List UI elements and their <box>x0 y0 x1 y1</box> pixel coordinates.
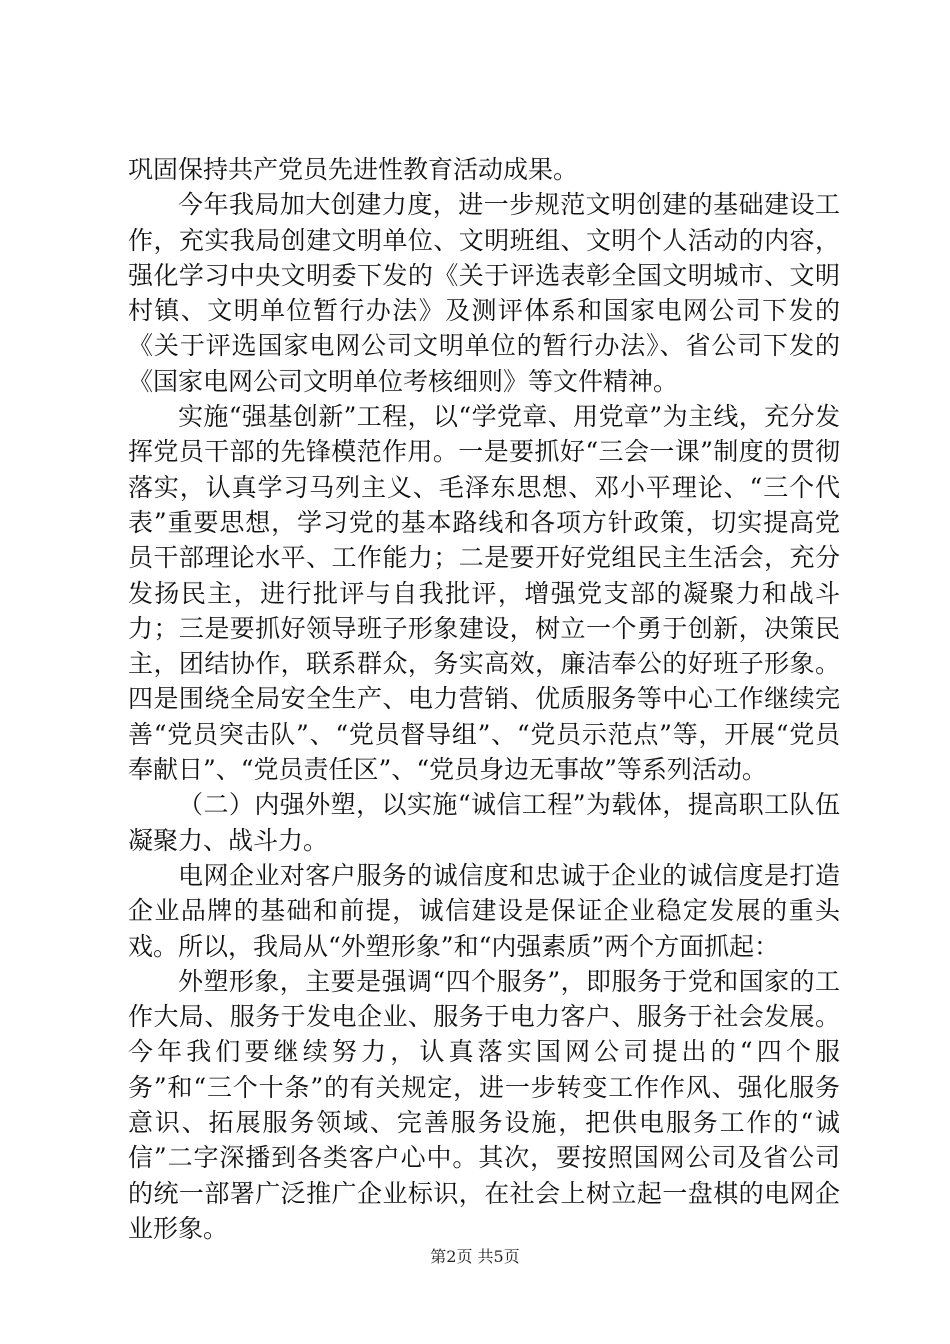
paragraph-integrity-intro: 电网企业对客户服务的诚信度和忠诚于企业的诚信度是打造企业品牌的基础和前提，诚信建设是保证企业稳定发展的重头戏。所以，我局从“外塑形象”和“内强素质”两个方面抓起： <box>128 860 840 961</box>
page-number-footer: 第2页 共5页 <box>430 1247 520 1266</box>
document-body <box>128 152 840 1246</box>
paragraph-party-building: 实施“强基创新”工程，以“学党章、用党章”为主线，充分发挥党员干部的先锋模范作用。一是要抓好“三会一课”制度的贯彻落实，认真学习马列主义、毛泽东思想、邓小平理论、“三个代表”重要思想，学习党的基本路线和各项方针政策，切实提高党员干部理论水平、工作能力；二是要开好党组民主生活会，充分发扬民主，进行批评与自我批评，增强党支部的凝聚力和战斗力；三是要抓好领导班子形象建设，树立一个勇于创新，决策民主，团结协作，联系群众，务实高效，廉洁奉公的好班子形象。四是围绕全局安全生产、电力营销、优质服务等中心工作继续完善“党员突击队”、“党员督导组”、“党员示范点”等，开展“党员奉献日”、“党员责任区”、“党员身边无事故”等系列活动。 <box>128 402 840 785</box>
paragraph-external-image: 外塑形象，主要是强调“四个服务”，即服务于党和国家的工作大局、服务于发电企业、服务于电力客户、服务于社会发展。今年我们要继续努力，认真落实国网公司提出的“四个服务”和“三个十条”的有关规定，进一步转变工作作风、强化服务意识、拓展服务领域、完善服务设施，把供电服务工作的“诚信”二字深播到各类客户心中。其次，要按照国网公司及省公司的统一部署广泛推广企业标识，在社会上树立起一盘棋的电网企业形象。 <box>128 966 840 1243</box>
section-heading-integrity-project: （二）内强外塑，以实施“诚信工程”为载体，提高职工队伍凝聚力、战斗力。 <box>128 790 840 855</box>
paragraph-civilization-building: 今年我局加大创建力度，进一步规范文明创建的基础建设工作，充实我局创建文明单位、文明班组、文明个人活动的内容，强化学习中央文明委下发的《关于评选表彰全国文明城市、文明村镇、文明单位暂行办法》及测评体系和国家电网公司下发的《关于评选国家电网公司文明单位的暂行办法》、省公司下发的《国家电网公司文明单位考核细则》等文件精神。 <box>128 190 840 396</box>
paragraph-continuation: 巩固保持共产党员先进性教育活动成果。 <box>128 155 579 184</box>
